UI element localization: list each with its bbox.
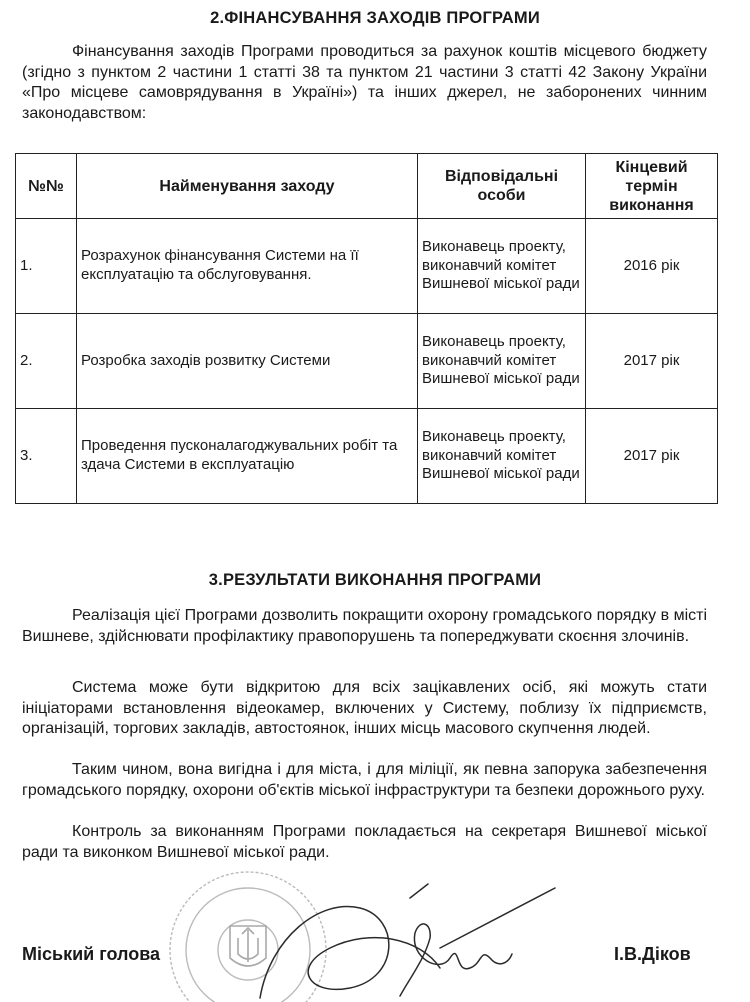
signatory-name: І.В.Діков — [614, 944, 691, 964]
header-number: №№ — [16, 154, 77, 219]
row-deadline: 2017 рік — [586, 314, 718, 409]
row-measure-name: Розробка заходів розвитку Системи — [77, 314, 418, 409]
section-heading-results: 3.РЕЗУЛЬТАТИ ВИКОНАННЯ ПРОГРАМИ — [208, 571, 542, 589]
results-paragraph: Таким чином, вона вигідна і для міста, і для міліції, як певна запорука забезпечення громадського порядку, охорони об'єктів міської інфраструктури та безпеки дорожнього руху. — [22, 761, 707, 799]
table-row — [16, 409, 718, 504]
results-paragraph: Система може бути відкритою для всіх зацікавлених осіб, які можуть стати ініціаторами встановлення відеокамер, включених у Систему, поблизу їх підприємств, організацій, торгових закладів, автостоянок, інших місць масового скупчення людей. — [22, 679, 707, 737]
results-paragraph: Контроль за виконанням Програми покладається на секретаря Вишневої міської ради та виконком Вишневої міської ради. — [22, 823, 707, 861]
row-number: 1. — [16, 219, 77, 314]
section-heading-financing: 2.ФІНАНСУВАННЯ ЗАХОДІВ ПРОГРАМИ — [210, 9, 540, 27]
header-responsible: Відповідальні особи — [418, 154, 586, 219]
measures-table — [15, 153, 718, 504]
row-number: 3. — [16, 409, 77, 504]
row-deadline: 2016 рік — [586, 219, 718, 314]
row-responsible: Виконавець проекту, виконавчий комітет Вишневої міської ради — [418, 314, 586, 409]
table-header-row — [16, 154, 718, 219]
table-row — [16, 219, 718, 314]
handwritten-signature-icon — [250, 878, 580, 1002]
signatory-position: Міський голова — [22, 944, 161, 964]
row-responsible: Виконавець проекту, виконавчий комітет Вишневої міської ради — [418, 219, 586, 314]
results-paragraph: Реалізація цієї Програми дозволить покращити охорону громадського порядку в місті Вишневе, здійснювати профілактику правопорушень та попереджувати скоєння злочинів. — [22, 607, 707, 645]
table-row — [16, 314, 718, 409]
row-measure-name: Розрахунок фінансування Системи на її експлуатацію та обслуговування. — [77, 219, 418, 314]
header-measure-name: Найменування заходу — [77, 154, 418, 219]
financing-paragraph: Фінансування заходів Програми проводиться за рахунок коштів місцевого бюджету (згідно з пунктом 2 частини 1 статті 38 та пунктом 21 частини 3 статті 42 Закону України «Про місцеве самоврядування в Україні») та інших джерел, не заборонених чинним законодавством: — [22, 43, 707, 122]
row-number: 2. — [16, 314, 77, 409]
header-deadline: Кінцевий термін виконання — [586, 154, 718, 219]
row-responsible: Виконавець проекту, виконавчий комітет Вишневої міської ради — [418, 409, 586, 504]
row-measure-name: Проведення пусконалагоджувальних робіт та здача Системи в експлуатацію — [77, 409, 418, 504]
row-deadline: 2017 рік — [586, 409, 718, 504]
